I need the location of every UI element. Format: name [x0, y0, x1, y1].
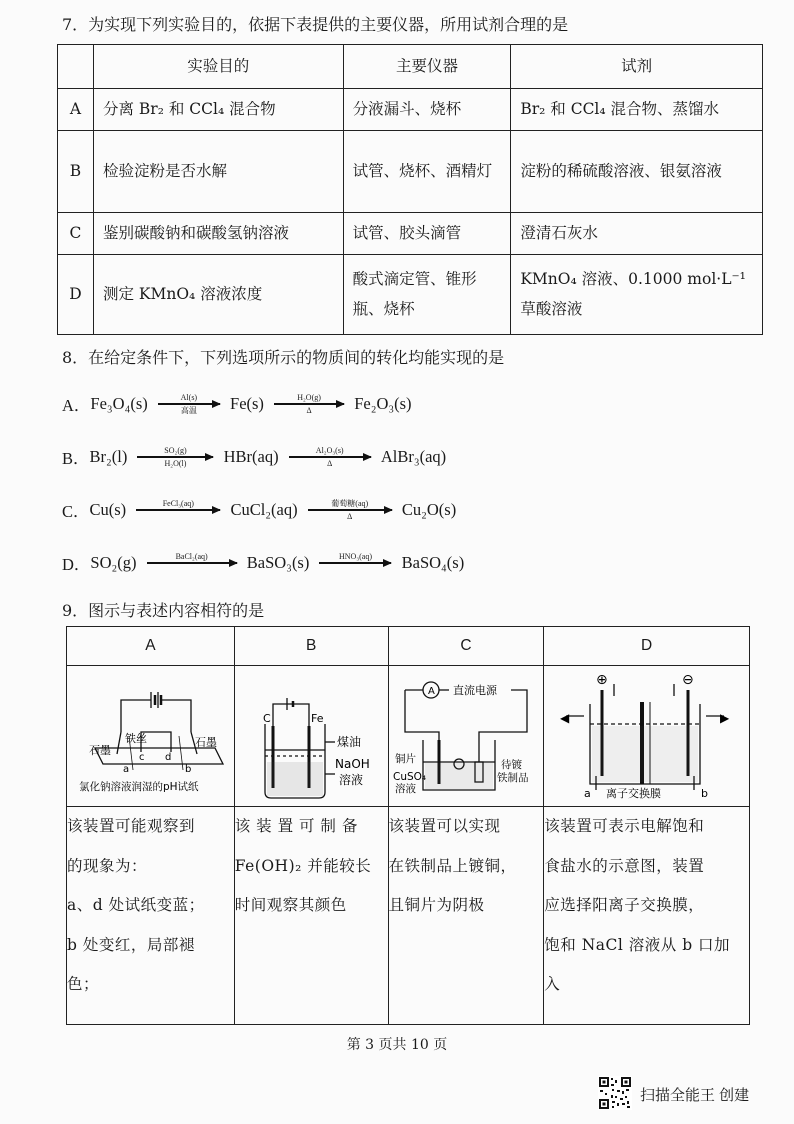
option-label: C． [62, 502, 90, 521]
cuso4-label: CuSO₄ [392, 771, 426, 783]
desc-line: 该装置可表示电解饱和 [544, 817, 705, 835]
desc-line: b 处变红，局部褪 [67, 935, 195, 954]
arrow-condition-top: Al(s) [180, 393, 198, 403]
point-c-label: c [139, 752, 145, 763]
membrane-label: 离子交换膜 [606, 787, 662, 800]
description-b [234, 807, 388, 1025]
arrow-condition-bottom: H₂O(l) [164, 458, 187, 468]
arrow-condition-top: BaCl₂(aq) [175, 552, 208, 562]
row-label: B [58, 131, 94, 213]
reaction-arrow [274, 393, 344, 414]
diagram-b-cell [234, 666, 388, 807]
desc-line: 该 装 置 可 制 备 [234, 817, 358, 835]
goal-cell: 鉴别碳酸钠和碳酸氢钠溶液 [93, 213, 343, 255]
description-c [388, 807, 544, 1025]
diagram-a-cell [67, 666, 235, 807]
carbon-electrode-label: C [262, 712, 271, 725]
header-cell: C [388, 627, 544, 666]
species: Fe₂O₃(s) [354, 394, 412, 413]
desc-line: 的现象为： [67, 856, 148, 875]
row-label: C [58, 213, 94, 255]
option-label: A． [62, 396, 91, 415]
q8-option-c [62, 498, 456, 522]
qr-code-icon [598, 1076, 632, 1110]
species: Fe(s) [230, 394, 264, 413]
q9-table [66, 626, 750, 1025]
q8-option-d [62, 551, 464, 575]
desc-line: 应选择阳离子交换膜， [544, 896, 705, 915]
desc-line: 在铁制品上镀铜， [388, 856, 517, 875]
scanner-watermark: 扫描全能王 创建 [640, 1087, 750, 1104]
description-a [67, 807, 235, 1025]
arrow-condition-top: HNO₃(aq) [338, 552, 372, 562]
graphite-label-left: 石墨 [89, 744, 111, 757]
cathode-symbol: ⊖ [682, 672, 695, 688]
arrow-condition-top: H₂O(g) [297, 393, 321, 403]
species: HBr(aq) [223, 447, 279, 466]
species: Fe₃O₄(s) [90, 394, 148, 413]
header-cell: 主要仪器 [343, 45, 511, 89]
arrow-condition-bottom: Δ [327, 458, 333, 468]
option-label: D． [62, 555, 91, 574]
header-cell: B [234, 627, 388, 666]
table-row [58, 213, 763, 255]
reaction-arrow [289, 446, 371, 467]
reaction-arrow [147, 552, 237, 573]
desc-line: 饱和 NaCl 溶液从 b 口加 [544, 935, 731, 954]
species: Cu₂O(s) [401, 500, 457, 519]
desc-line: 该装置可能观察到 [67, 817, 196, 835]
desc-line: 入 [544, 975, 561, 994]
instruments-cell: 酸式滴定管、锥形瓶、烧杯 [343, 255, 511, 335]
desc-line: 色； [67, 975, 100, 994]
ammeter-label: A [427, 686, 435, 697]
header-cell: D [544, 627, 750, 666]
naoh-label: NaOH [334, 757, 370, 771]
species: AlBr₃(aq) [380, 447, 447, 466]
species: BaSO₃(s) [246, 553, 310, 572]
row-label: D [58, 255, 94, 335]
q9-title: 9．图示与表述内容相符的是 [62, 601, 265, 620]
reagents-cell: Br₂ 和 CCl₄ 混合物、蒸馏水 [511, 89, 763, 131]
table-header-row [58, 45, 763, 89]
q8-option-b [62, 445, 446, 469]
species: Br₂(l) [89, 447, 128, 466]
q7-title: 7．为实现下列实验目的，依据下表提供的主要仪器，所用试剂合理的是 [62, 15, 569, 34]
arrow-condition-top: Al₂O₃(s) [315, 446, 344, 456]
reagents-cell: 淀粉的稀硫酸溶液、银氨溶液 [511, 131, 763, 213]
cuso4-solution-label: 溶液 [394, 783, 416, 795]
desc-line: 时间观察其颜色 [234, 896, 347, 915]
desc-line: 食盐水的示意图，装置 [544, 856, 705, 875]
copper-plate-label: 铜片 [394, 753, 416, 765]
diagram-d-cell [544, 666, 750, 807]
instruments-cell: 试管、烧杯、酒精灯 [343, 131, 511, 213]
reaction-arrow [158, 393, 220, 414]
goal-cell: 分离 Br₂ 和 CCl₄ 混合物 [93, 89, 343, 131]
instruments-cell: 试管、胶头滴管 [343, 213, 511, 255]
option-label: B． [62, 449, 90, 468]
desc-line: 该装置可以实现 [388, 817, 501, 835]
reagents-cell: 澄清石灰水 [511, 213, 763, 255]
goal-cell: 检验淀粉是否水解 [93, 131, 343, 213]
right-outlet-arrow: ▶ [720, 711, 730, 725]
diagram-d [544, 666, 748, 806]
header-cell: 试剂 [511, 45, 763, 89]
instruments-cell: 分液漏斗、烧杯 [343, 89, 511, 131]
description-row [67, 807, 750, 1025]
arrow-condition-top: 葡萄糖(aq) [331, 499, 369, 509]
page-number: 第 3 页共 10 页 [346, 1037, 448, 1053]
power-supply-label: 直流电源 [452, 684, 497, 697]
q7-table [57, 44, 763, 335]
arrow-condition-bottom [147, 565, 237, 574]
species: BaSO₄(s) [401, 553, 465, 572]
arrow-condition-bottom: Δ [306, 405, 312, 415]
arrow-condition-top: FeCl₃(aq) [162, 499, 194, 509]
ph-paper-caption: 氯化钠溶液润湿的pH试纸 [79, 781, 199, 793]
diagram-c-cell [388, 666, 544, 807]
inlet-a-label: a [584, 787, 592, 800]
arrow-condition-top: SO₂(g) [164, 446, 187, 456]
iron-item-label: 铁制品 [496, 772, 529, 784]
species: Cu(s) [89, 500, 127, 519]
point-a-label: a [123, 764, 130, 775]
table-row [58, 89, 763, 131]
point-b-label: b [185, 764, 192, 775]
diagram-c [389, 666, 543, 806]
anode-symbol: ⊕ [596, 672, 609, 688]
diagram-a [67, 666, 233, 806]
arrow-condition-bottom [136, 512, 220, 521]
goal-cell: 测定 KMnO₄ 溶液浓度 [93, 255, 343, 335]
arrow-condition-bottom: 高温 [180, 405, 197, 415]
species: CuCl₂(aq) [230, 500, 298, 519]
header-cell [58, 45, 94, 89]
reagents-cell: KMnO₄ 溶液、0.1000 mol·L⁻¹ 草酸溶液 [511, 255, 763, 335]
reaction-arrow [136, 499, 220, 520]
iron-electrode-label: Fe [310, 712, 324, 725]
q8-option-a [62, 392, 412, 416]
arrow-condition-bottom: Δ [347, 511, 353, 521]
desc-line: a、d 处试纸变蓝； [67, 896, 205, 915]
arrow-condition-bottom [319, 565, 391, 574]
point-d-label: d [165, 752, 172, 763]
table-row [58, 255, 763, 335]
q8-title: 8．在给定条件下，下列选项所示的物质间的转化均能实现的是 [62, 348, 505, 367]
kerosene-label: 煤油 [336, 735, 361, 749]
header-cell: 实验目的 [93, 45, 343, 89]
reaction-arrow [319, 552, 391, 573]
row-label: A [58, 89, 94, 131]
plated-label: 待镀 [500, 759, 522, 771]
header-cell: A [67, 627, 235, 666]
solution-label: 溶液 [338, 773, 363, 787]
table-header-row [67, 627, 750, 666]
iron-wire-label: 铁丝 [125, 732, 147, 745]
desc-line: Fe(OH)₂ 并能较长 [234, 856, 372, 875]
left-outlet-arrow: ◀ [560, 711, 570, 725]
species: SO₂(g) [90, 553, 137, 572]
diagram-b [235, 666, 387, 806]
description-d [544, 807, 750, 1025]
inlet-b-label: b [701, 787, 709, 800]
reaction-arrow [308, 499, 392, 520]
desc-line: 且铜片为阴极 [388, 896, 485, 915]
diagram-row [67, 666, 750, 807]
graphite-label-right: 石墨 [195, 736, 217, 749]
table-row [58, 131, 763, 213]
reaction-arrow [137, 446, 213, 467]
